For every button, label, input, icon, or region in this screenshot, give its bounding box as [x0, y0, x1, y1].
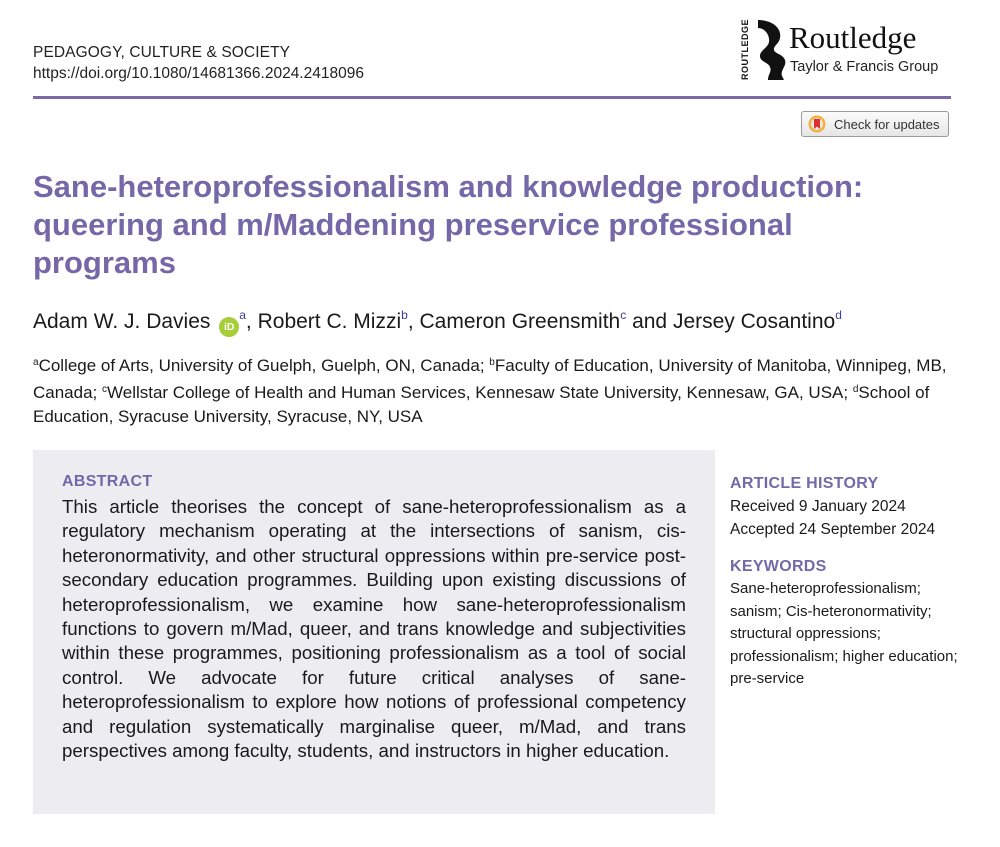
author-name: Adam W. J. Davies — [33, 310, 211, 333]
publisher-group: Taylor & Francis Group — [790, 59, 939, 75]
affiliations — [33, 351, 953, 429]
crossmark-icon — [808, 115, 826, 133]
routledge-head-icon — [754, 20, 788, 80]
author-name: Cameron Greensmith — [419, 310, 621, 333]
author-name: Jersey Cosantino — [672, 310, 836, 333]
affiliation-text: School of Education, Syracuse University, Syracuse, NY, USA — [33, 383, 930, 426]
abstract-heading: ABSTRACT — [62, 473, 153, 490]
author-separator: , — [407, 310, 420, 333]
author-affiliation-marker[interactable]: c — [620, 308, 627, 322]
author-affiliation-marker[interactable]: b — [401, 308, 408, 322]
author-name: Robert C. Mizzi — [257, 310, 402, 333]
publisher-vertical-text: ROUTLEDGE — [740, 18, 750, 80]
journal-header — [33, 42, 364, 84]
author-separator: , — [245, 310, 258, 333]
affiliation-marker: a — [33, 357, 39, 368]
affiliation-text: College of Arts, University of Guelph, Guelph, ON, Canada; — [38, 356, 490, 375]
check-for-updates-button[interactable] — [801, 111, 949, 137]
author-list — [33, 301, 842, 337]
keywords-heading: KEYWORDS — [730, 558, 827, 575]
received-date: Received 9 January 2024 — [730, 498, 906, 515]
article-title: Sane-heteroprofessionalism and knowledge production: queering and m/Maddening preservice professional programs — [33, 169, 864, 280]
article-history-heading: ARTICLE HISTORY — [730, 475, 879, 492]
orcid-icon[interactable]: iD — [219, 317, 239, 337]
publisher-logo — [740, 18, 960, 82]
publisher-name: Routledge — [789, 20, 917, 55]
affiliation-marker: b — [489, 357, 495, 368]
header-divider — [33, 96, 951, 99]
journal-name: PEDAGOGY, CULTURE & SOCIETY — [33, 44, 291, 61]
affiliation-text: Wellstar College of Health and Human Services, Kennesaw State University, Kennesaw, GA, USA; — [107, 383, 853, 402]
abstract-text: This article theorises the concept of sane-heteroprofessionalism as a regulatory mechanism operating at the intersections of sanism, cis-heteronormativity, and other structural oppressions within pre-service post-secondary education programmes. Building upon existing discussions of heteroprofessionalism, we examine how sane-heteroprofessionalism functions to govern m/Mad, queer, and trans knowledge and subjectivities within these programmes, positioning professionalism as a tool of social control. We advocate for future critical analyses of sane-heteroprofessionalism to explore how notions of professional competency and regulation systematically marginalise queer, m/Mad, and trans perspectives among faculty, students, and instructors in higher education. — [62, 496, 686, 762]
author-affiliation-marker[interactable]: a — [239, 308, 246, 322]
check-for-updates-label: Check for updates — [834, 116, 940, 132]
affiliation-marker: d — [852, 384, 859, 395]
keywords-list: Sane-heteroprofessionalism; sanism; Cis-heteronormativity; structural oppressions; professionalism; higher education; pre-service — [730, 580, 958, 687]
doi-link[interactable]: https://doi.org/10.1080/14681366.2024.2418096 — [33, 65, 364, 82]
affiliation-text: Faculty of Education, University of Manitoba, Winnipeg, MB, Canada; — [33, 356, 947, 402]
author-affiliation-marker[interactable]: d — [835, 308, 842, 322]
abstract-box — [33, 450, 715, 814]
author-separator: and — [626, 310, 673, 333]
accepted-date: Accepted 24 September 2024 — [730, 521, 936, 538]
article-sidebar — [730, 473, 970, 691]
affiliation-marker: c — [102, 384, 107, 395]
